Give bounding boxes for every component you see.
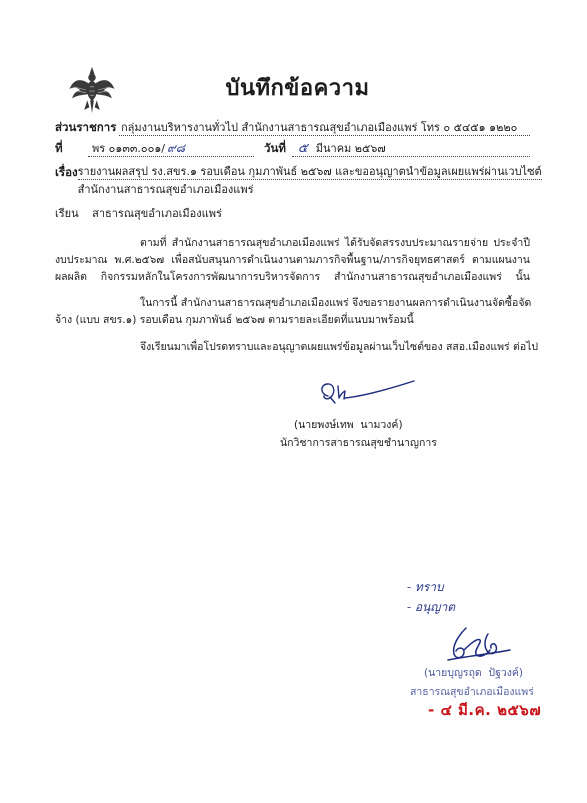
- reference-date-row: [55, 140, 530, 158]
- addressee-value: สาธารณสุขอำเภอเมืองแพร่: [92, 207, 222, 220]
- date-day-handwritten: ๕: [297, 141, 308, 156]
- addressee-row: [55, 204, 222, 222]
- approval-note-permitted: - อนุญาต: [407, 600, 456, 614]
- body-line: ตามที่ สำนักงานสาธารณสุขอำเภอเมืองแพร่ ได้รับจัดสรรงบประมาณรายจ่าย ประจำปี: [140, 237, 530, 249]
- body-line: จึงเรียนมาเพื่อโปรดทราบและอนุญาตเผยแพร่ข้อมูลผ่านเว็บไซต์ของ สสอ.เมืองแพร่ ต่อไป: [140, 341, 539, 353]
- body-line: ผลผลิต กิจกรรมหลักในโครงการพัฒนาการบริหารจัดการ สำนักงานสาธารณสุขอำเภอเมืองแพร่ นั้น: [55, 271, 530, 283]
- approver-name: (นายบุญรถุด ปัฐวงค์): [424, 667, 524, 679]
- subject-text: [78, 164, 542, 197]
- approval-note-acknowledged: - ทราบ: [407, 580, 444, 594]
- memo-title: บันทึกข้อความ: [225, 76, 370, 101]
- body-line: ในการนี้ สำนักงานสาธารณสุขอำเภอเมืองแพร่ จึงขอรายงานผลการดำเนินงานจัดซื้อจัด: [140, 297, 532, 309]
- reference-number: พร ๐๑๓๓.๐๐๑/: [92, 142, 166, 155]
- date-field: [292, 142, 530, 157]
- subject-line: สำนักงานสาธารณสุขอำเภอเมืองแพร่: [77, 183, 254, 196]
- subject-line: รายงานผลสรุป รง.สขร.๑ รอบเดือน กุมภาพันธ์ ๒๕๖๗ และขออนุญาตนำข้อมูลเผยแพร่ผ่านเวบไซต์: [77, 165, 542, 178]
- reference-label: ที่: [55, 141, 63, 155]
- department-label: ส่วนราชการ: [55, 120, 117, 134]
- signatory-position: นักวิชาการสาธารณสุขชำนาญการ: [280, 437, 437, 449]
- approval-date-stamp: - ๔ มี.ค. ๒๕๖๗: [428, 701, 542, 719]
- signatory-name: (นายพงษ์เทพ นามวงค์): [294, 419, 403, 431]
- date-label: วันที่: [264, 141, 286, 155]
- approver-position: สาธารณสุขอำเภอเมืองแพร่: [410, 686, 534, 698]
- department-row: [55, 119, 530, 137]
- addressee-label: เรียน: [55, 207, 79, 220]
- reference-number-handwritten: ๙๘: [167, 141, 186, 155]
- reference-field: [88, 141, 254, 157]
- body-line: จ้าง (แบบ สขร.๑) รอบเดือน กุมภาพันธ์ ๒๕๖๗ ตามรายละเอียดที่แนบมาพร้อมนี้: [55, 314, 414, 326]
- author-signature: [314, 374, 418, 414]
- department-value: กลุ่มงานบริหารงานทั่วไป สำนักงานสาธารณสุขอำเภอเมืองแพร่ โทร ๐ ๕๔๕๑ ๑๒๒๐: [119, 121, 530, 136]
- subject-row: [55, 164, 542, 197]
- date-month-year: มีนาคม ๒๕๖๗: [315, 142, 386, 155]
- approver-signature: [440, 620, 514, 666]
- subject-label: เรื่อง: [55, 165, 78, 179]
- body-line: งบประมาณ พ.ศ.๒๕๖๗ เพื่อสนับสนุนการดำเนินงานตามภารกิจพื้นฐาน/ภารกิจยุทธศาสตร์ ตามแผนงาน: [55, 254, 530, 266]
